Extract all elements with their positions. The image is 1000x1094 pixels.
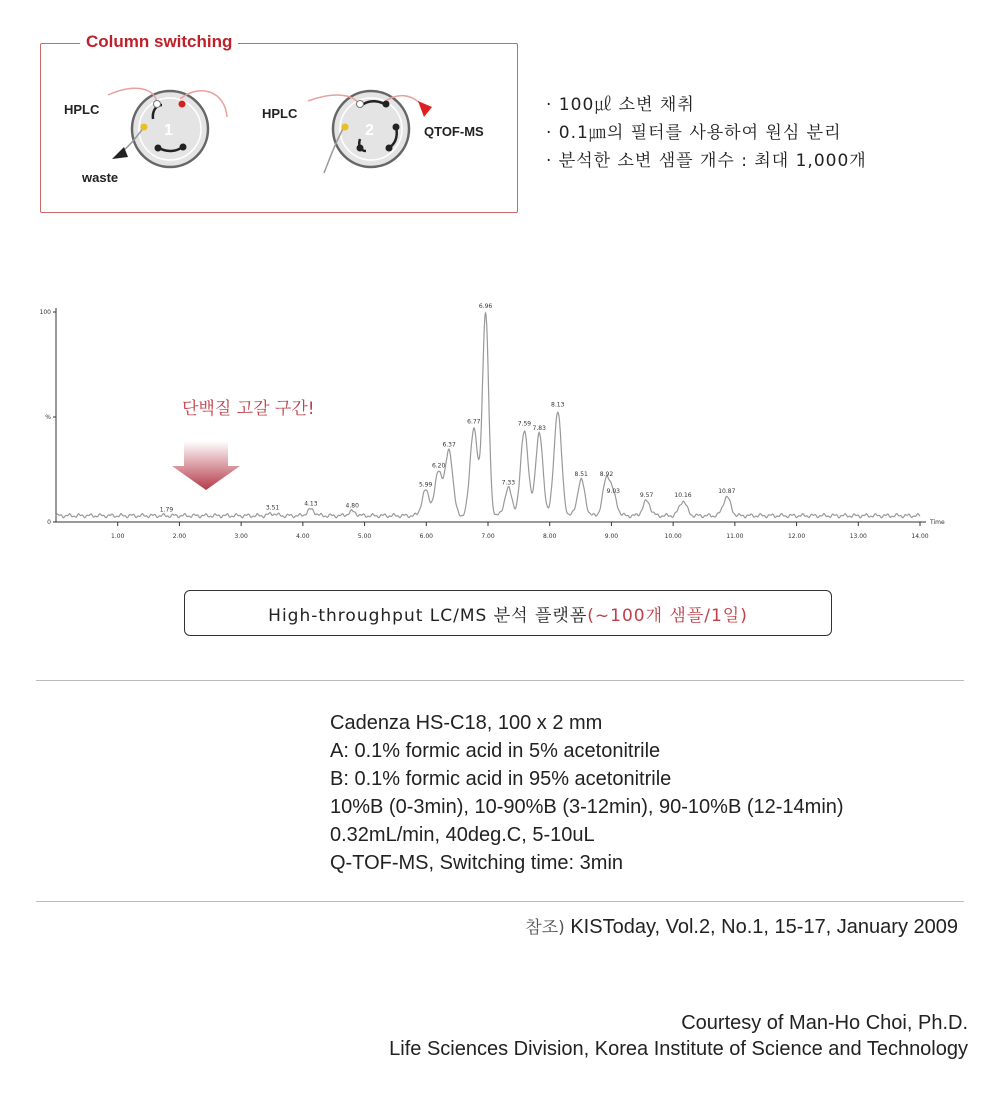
peak-label: 9.57 bbox=[639, 492, 654, 499]
divider bbox=[36, 680, 964, 681]
peak-label: 8.13 bbox=[551, 401, 565, 409]
bullet-item: · 100㎕ 소변 채취 bbox=[546, 95, 695, 115]
x-tick-label: 9.00 bbox=[604, 533, 619, 540]
condition-line: 10%B (0-3min), 10-90%B (3-12min), 90-10%B (12-14min) bbox=[330, 796, 844, 818]
peak-label: 6.20 bbox=[431, 462, 446, 470]
peak-label: 6.96 bbox=[478, 303, 493, 310]
x-tick-label: 8.00 bbox=[543, 533, 557, 540]
credit-line: Courtesy of Man-Ho Choi, Ph.D. bbox=[681, 1012, 968, 1034]
reference-text: KISToday, Vol.2, No.1, 15-17, January 2009 bbox=[570, 916, 958, 938]
platform-label-box bbox=[184, 590, 832, 636]
valve-2 bbox=[308, 91, 432, 173]
valve-2-hplc-label: HPLC bbox=[262, 106, 298, 121]
x-tick-label: 1.00 bbox=[111, 533, 125, 540]
x-tick-label: 7.00 bbox=[481, 533, 495, 540]
bullet-item: · 분석한 소변 샘플 개수 : 최대 1,000개 bbox=[546, 151, 867, 171]
credit-line: Life Sciences Division, Korea Institute of Science and Technology bbox=[389, 1038, 968, 1060]
peak-label: 7.33 bbox=[501, 479, 516, 487]
bullet-item: · 0.1㎛의 필터를 사용하여 원심 분리 bbox=[546, 123, 842, 143]
peak-label: 8.92 bbox=[599, 471, 614, 478]
peak-label: 6.37 bbox=[442, 441, 456, 449]
y-tick-label: % bbox=[45, 414, 51, 421]
condition-line: Cadenza HS-C18, 100 x 2 mm bbox=[330, 712, 603, 734]
condition-line: A: 0.1% formic acid in 5% acetonitrile bbox=[330, 740, 661, 762]
x-tick-label: 3.00 bbox=[234, 533, 248, 540]
x-tick-label: 10.00 bbox=[664, 533, 682, 540]
peak-label: 9.03 bbox=[606, 487, 620, 495]
peak-label: 7.83 bbox=[532, 424, 546, 432]
protein-depletion-annotation: 단백질 고갈 구간! bbox=[182, 399, 315, 419]
x-axis-label: Time bbox=[930, 519, 945, 526]
platform-text: High-throughput LC/MS 분석 플랫폼 bbox=[268, 605, 588, 626]
peak-label: 7.59 bbox=[517, 420, 532, 428]
x-tick-label: 4.00 bbox=[296, 533, 310, 540]
condition-line: Q-TOF-MS, Switching time: 3min bbox=[330, 852, 624, 874]
x-tick-label: 5.00 bbox=[357, 533, 372, 540]
condition-line: 0.32mL/min, 40deg.C, 5-10uL bbox=[330, 824, 595, 846]
chart-ticks bbox=[40, 309, 945, 540]
peak-label: 5.99 bbox=[418, 481, 433, 489]
x-tick-label: 11.00 bbox=[726, 533, 744, 540]
valve-1 bbox=[108, 88, 227, 167]
valve-2-qtof-label: QTOF-MS bbox=[424, 124, 484, 139]
down-arrow-icon bbox=[172, 441, 240, 490]
column-switching-title: Column switching bbox=[80, 32, 238, 52]
x-tick-label: 2.00 bbox=[172, 533, 187, 540]
y-tick-label: 0 bbox=[47, 519, 51, 526]
peak-label: 1.79 bbox=[159, 506, 174, 514]
peak-label: 3.51 bbox=[265, 504, 280, 512]
valve-1-waste-label: waste bbox=[82, 170, 119, 185]
peak-label: 10.16 bbox=[674, 492, 692, 499]
x-tick-label: 14.00 bbox=[911, 533, 929, 540]
peak-label: 4.13 bbox=[304, 500, 318, 508]
valve-1-number: 1 bbox=[164, 122, 173, 139]
divider bbox=[36, 901, 964, 902]
y-tick-label: 100 bbox=[39, 309, 51, 316]
peak-label: 4.80 bbox=[345, 502, 359, 510]
reference bbox=[525, 913, 958, 939]
peak-label: 6.77 bbox=[467, 418, 481, 426]
platform-capacity: (~100개 샘플/1일) bbox=[587, 605, 748, 626]
peak-label: 8.51 bbox=[574, 471, 588, 478]
x-tick-label: 13.00 bbox=[849, 533, 867, 540]
x-tick-label: 12.00 bbox=[787, 533, 806, 540]
reference-prefix: 참조) bbox=[525, 918, 565, 938]
condition-line: B: 0.1% formic acid in 95% acetonitrile bbox=[330, 768, 672, 790]
x-tick-label: 6.00 bbox=[419, 533, 433, 540]
chromatogram-chart bbox=[30, 296, 960, 556]
valve-1-hplc-label: HPLC bbox=[64, 102, 100, 117]
valve-2-number: 2 bbox=[365, 122, 374, 139]
peak-label: 10.87 bbox=[718, 487, 736, 495]
